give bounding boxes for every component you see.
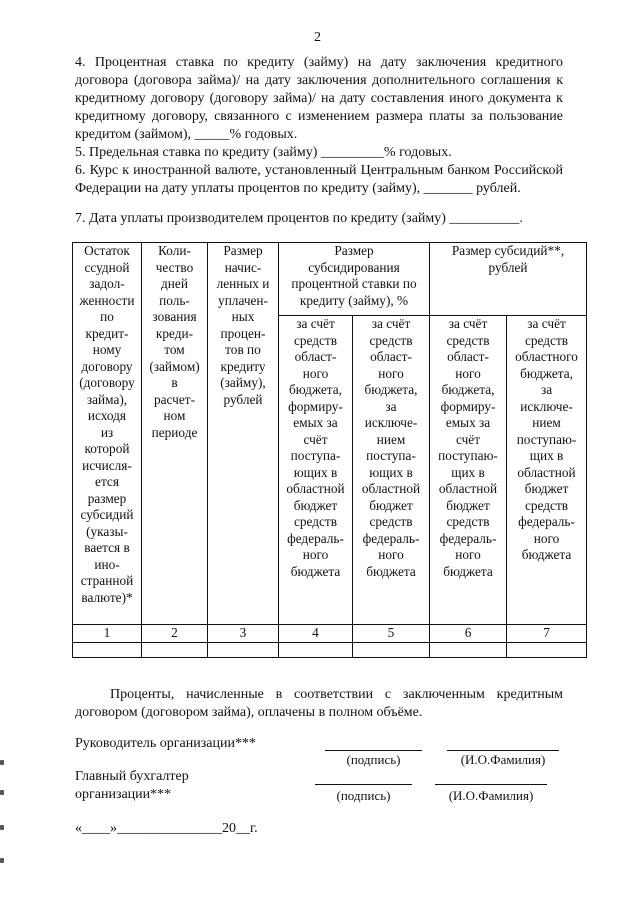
col-header-days: Коли- чество дней поль- зования креди- том (займом) в расчет- ном периоде bbox=[142, 243, 208, 625]
accountant-signature-line bbox=[315, 784, 412, 785]
col-header-interest-paid: Размер начис- ленных и уплачен- ных процен- тов по кредиту (займу), рублей bbox=[208, 243, 279, 625]
binding-mark bbox=[0, 858, 4, 863]
table-cell[interactable] bbox=[279, 642, 353, 657]
table-empty-row bbox=[73, 642, 587, 657]
head-sign-caption: (подпись) bbox=[346, 752, 401, 767]
head-signature-line bbox=[325, 750, 422, 751]
col-number: 6 bbox=[430, 625, 507, 643]
accountant-name-caption: (И.О.Фамилия) bbox=[448, 788, 534, 803]
accountant-sign-caption: (подпись) bbox=[336, 788, 391, 803]
group-header-subsidy-rate: Размер субсидирования процентной ставки по кредиту (займу), % bbox=[279, 243, 430, 316]
col-number: 2 bbox=[142, 625, 208, 643]
col-header-amount-federal: за счёт средств област- ного бюджета, формиру- емых за счёт поступаю- щих в областной бюджет средств федераль- ного бюджета bbox=[430, 316, 507, 625]
paragraph-payment-date: 7. Дата уплаты производителем процентов по кредиту (займу) __________. bbox=[75, 211, 523, 226]
table-cell[interactable] bbox=[353, 642, 430, 657]
paragraph-max-rate: 5. Предельная ставка по кредиту (займу) _________% годовых. bbox=[75, 145, 452, 160]
head-label: Руководитель организации*** bbox=[75, 736, 256, 751]
col-number: 3 bbox=[208, 625, 279, 643]
confirmation-text: Проценты, начисленные в соответствии с заключенным кредитным договором (договором займа), оплачены в полном объёме. bbox=[75, 687, 563, 720]
binding-mark bbox=[0, 760, 4, 765]
accountant-name-line bbox=[435, 784, 547, 785]
table-cell[interactable] bbox=[430, 642, 507, 657]
head-name-caption: (И.О.Фамилия) bbox=[460, 752, 546, 767]
col-number: 5 bbox=[353, 625, 430, 643]
group-header-subsidy-amount: Размер субсидий**, рублей bbox=[430, 243, 587, 316]
paragraph-interest-rate: 4. Процентная ставка по кредиту (займу) на дату заключения кредитного договора (договора займа)/ на дату заключения дополнительного соглашения к кредитному договору (договору займа)/ на дату составления иного документа к кредитному договору, связанного с изменением размера платы за пользование кредитом (займом), _____% годовых. bbox=[75, 55, 563, 142]
col-header-amount-regional: за счёт средств областного бюджета, за исключе- нием поступаю- щих в областной бюджет средств федераль- ного бюджета bbox=[507, 316, 587, 625]
accountant-label-line1: Главный бухгалтер bbox=[75, 769, 189, 784]
col-header-loan-balance: Остаток ссудной задол- женности по кредит- ному договору (договору займа), исходя из которой исчисля- ется размер субсидий (указы- вается в ино- странной валюте)* bbox=[73, 243, 142, 625]
col-header-rate-federal: за счёт средств област- ного бюджета, формиру- емых за счёт поступа- ющих в областной бюджет средств федераль- ного бюджета bbox=[279, 316, 353, 625]
paragraph-exchange-rate: 6. Курс к иностранной валюте, установленный Центральным банком Российской Федерации на дату уплаты процентов по кредиту (займу), _______ рублей. bbox=[75, 163, 563, 196]
subsidy-table bbox=[72, 242, 587, 658]
binding-mark bbox=[0, 825, 4, 830]
date-line: «____»_______________20__г. bbox=[75, 821, 258, 836]
page-number: 2 bbox=[314, 30, 321, 45]
head-name-line bbox=[447, 750, 559, 751]
accountant-label-line2: организации*** bbox=[75, 787, 172, 802]
table-column-numbers-row bbox=[73, 625, 587, 643]
binding-mark bbox=[0, 790, 4, 795]
table-cell[interactable] bbox=[507, 642, 587, 657]
col-number: 1 bbox=[73, 625, 142, 643]
table-cell[interactable] bbox=[142, 642, 208, 657]
table-cell[interactable] bbox=[208, 642, 279, 657]
table-cell[interactable] bbox=[73, 642, 142, 657]
table-header-row-1 bbox=[73, 243, 587, 316]
col-number: 7 bbox=[507, 625, 587, 643]
col-number: 4 bbox=[279, 625, 353, 643]
col-header-rate-regional: за счёт средств област- ного бюджета, за исключе- нием поступа- ющих в областной бюджет средств федераль- ного бюджета bbox=[353, 316, 430, 625]
